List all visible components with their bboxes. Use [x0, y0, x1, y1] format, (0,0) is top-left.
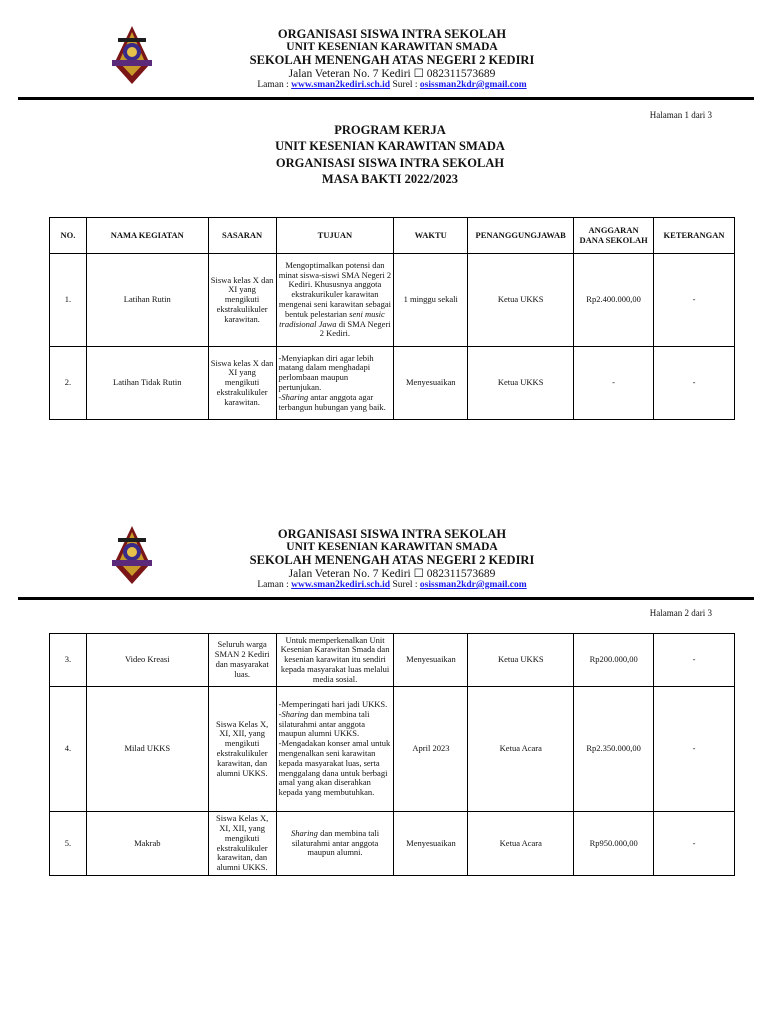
org-name: ORGANISASI SISWA INTRA SEKOLAH — [277, 27, 507, 41]
program-table-page-1 — [49, 217, 735, 420]
contact-line: Laman : www.sman2kediri.sch.id Surel : osissman2kdr@gmail.com — [257, 580, 527, 590]
col-header: SASARAN — [208, 218, 276, 254]
col-header: NO. — [50, 218, 87, 254]
table-row: 2. Latihan Tidak Rutin Siswa kelas X dan XI yang mengikuti ekstrakulikuler karawitan. -Menyiapkan diri agar lebih matang dalam menghadapi perlombaan maupun pertunjukan. -Sharing antar anggota agar terbangun hubungan yang baik. Menyesuaikan Ketua UKKS - - — [50, 347, 735, 420]
letterhead — [0, 0, 768, 100]
website-link[interactable]: www.sman2kediri.sch.id — [291, 580, 391, 590]
school-emblem-logo — [112, 524, 152, 586]
document-title: PROGRAM KERJA UNIT KESENIAN KARAWITAN SMADA ORGANISASI SISWA INTRA SEKOLAH MASA BAKTI 2022/2023 — [275, 123, 505, 186]
table-row: 3. Video Kreasi Seluruh warga SMAN 2 Kediri dan masyarakat luas. Untuk memperkenalkan Unit Kesenian Karawitan Smada dan kesenian karawitan itu sendiri kepada masyarakat luas melalui media sosial. Menyesuaikan Ketua UKKS Rp200.000,00 - — [50, 634, 735, 687]
document-page-1 — [0, 0, 768, 500]
school-emblem-logo — [112, 24, 152, 86]
website-link[interactable]: www.sman2kediri.sch.id — [291, 80, 391, 90]
unit-name: UNIT KESENIAN KARAWITAN SMADA — [286, 540, 498, 553]
contact-line: Laman : www.sman2kediri.sch.id Surel : osissman2kdr@gmail.com — [257, 80, 527, 90]
unit-name: UNIT KESENIAN KARAWITAN SMADA — [286, 40, 498, 53]
page-number: Halaman 1 dari 3 — [649, 110, 712, 120]
email-link[interactable]: osissman2kdr@gmail.com — [419, 80, 527, 90]
org-name: ORGANISASI SISWA INTRA SEKOLAH — [277, 527, 507, 541]
col-header: NAMA KEGIATAN — [86, 218, 208, 254]
table-row: 4. Milad UKKS Siswa Kelas X, XI, XII, yang mengikuti ekstrakulikuler karawitan, dan alumni UKKS. -Memperingati hari jadi UKKS. -Sharing dan membina tali silaturahmi antar anggota maupun alumni UKKS. -Mengadakan konser amal untuk mengenalkan seni karawitan kepada masyarakat luas, serta menggalang dana untuk berbagi amal yang akan diserahkan kepada yang membutuhkan. April 2023 Ketua Acara Rp2.350.000,00 - — [50, 687, 735, 812]
school-name: SEKOLAH MENENGAH ATAS NEGERI 2 KEDIRI — [249, 553, 535, 567]
letterhead — [0, 500, 768, 600]
document-page-2 — [0, 500, 768, 1024]
table-row: 5. Makrab Siswa Kelas X, XI, XII, yang mengikuti ekstrakulikuler karawitan, dan alumni UKKS. Sharing dan membina tali silaturahmi antar anggota maupun alumni. Menyesuaikan Ketua Acara Rp950.000,00 - — [50, 812, 735, 876]
col-header: KETERANGAN — [654, 218, 735, 254]
table-row: 1. Latihan Rutin Siswa kelas X dan XI yang mengikuti ekstrakulikuler karawitan. Mengoptimalkan potensi dan minat siswa-siswi SMA Negeri 2 Kediri. Khususnya anggota ekstrakurikuler karawitan mengenai seni karawitan sebagai bentuk pelestarian seni music tradisional Jawa di SMA Negeri 2 Kediri. 1 minggu sekali Ketua UKKS Rp2.400.000,00 - — [50, 254, 735, 347]
page-number: Halaman 2 dari 3 — [649, 608, 712, 618]
col-header: WAKTU — [394, 218, 468, 254]
school-address: Jalan Veteran No. 7 Kediri ☐ 082311573689 — [288, 567, 496, 580]
school-address: Jalan Veteran No. 7 Kediri ☐ 082311573689 — [288, 67, 496, 80]
table-header-row — [50, 218, 735, 254]
school-name: SEKOLAH MENENGAH ATAS NEGERI 2 KEDIRI — [249, 53, 535, 67]
col-header: ANGGARAN DANA SEKOLAH — [574, 218, 654, 254]
col-header: PENANGGUNGJAWAB — [468, 218, 574, 254]
program-table-page-2 — [49, 633, 735, 876]
header-divider — [18, 597, 754, 600]
email-link[interactable]: osissman2kdr@gmail.com — [419, 580, 527, 590]
col-header: TUJUAN — [276, 218, 394, 254]
header-divider — [18, 97, 754, 100]
